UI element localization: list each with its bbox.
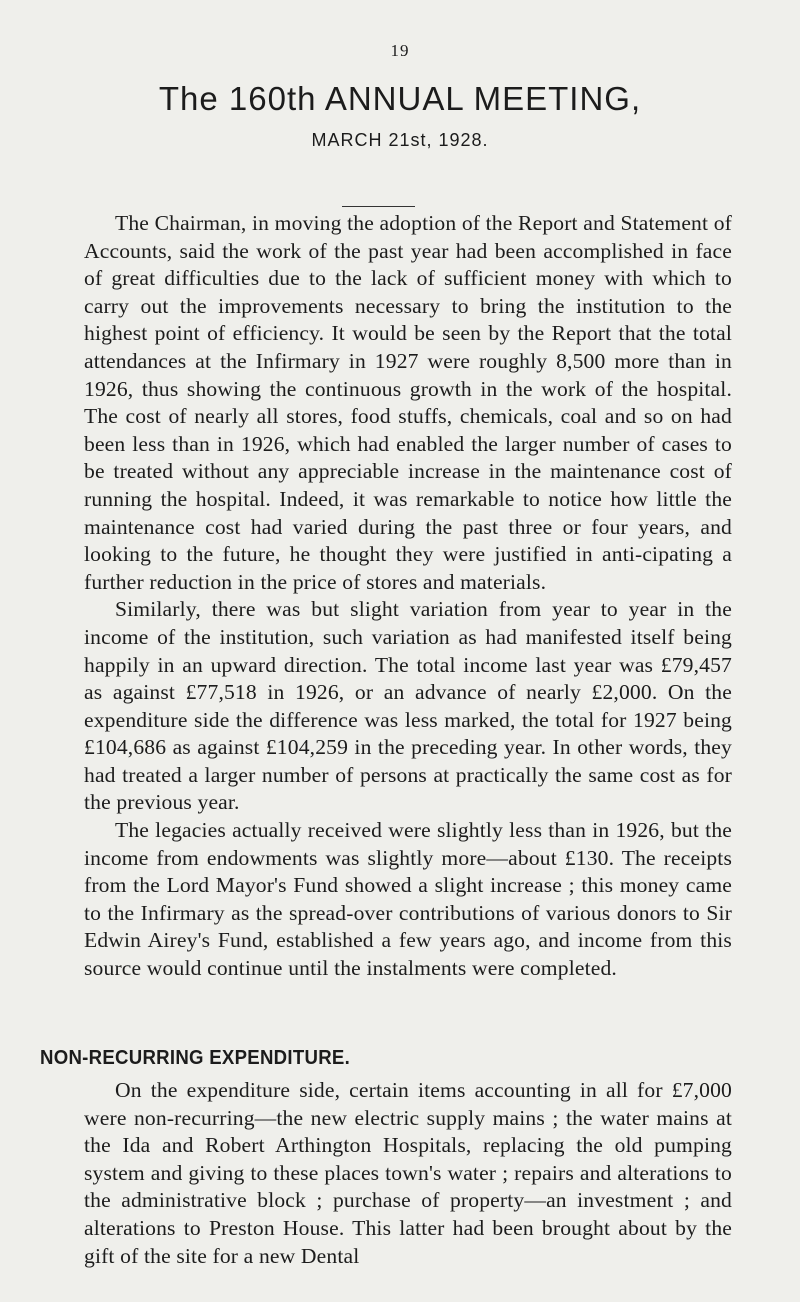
page-title: The 160th ANNUAL MEETING, xyxy=(158,80,642,117)
paragraph: Similarly, there was but slight variation from year to year in the income of the institution, such variation as had manifested itself being happily in an upward direction. The total income last year was £79,457 as against £77,518 in 1926, or an advance of nearly £2,000. On the expenditure side the difference was less marked, the total for 1927 being £104,686 as against £104,259 in the preceding year. In other words, they had treated a larger number of persons at practically the same cost as for the previous year. xyxy=(84,597,732,815)
body-text xyxy=(84,210,732,983)
divider xyxy=(342,206,415,207)
page-number: 19 xyxy=(390,41,410,60)
paragraph: The Chairman, in moving the adoption of the Report and Statement of Accounts, said the work of the past year had been accomplished in face of great difficulties due to the lack of sufficient money with which to carry out the improvements necessary to bring the institution to the highest point of efficiency. It would be seen by the Report that the total attendances at the Infirmary in 1927 were roughly 8,500 more than in 1926, thus showing the continuous growth in the work of the hospital. The cost of nearly all stores, food stuffs, chemicals, coal and so on had been less than in 1926, which had enabled the larger number of cases to be treated without any appreciable increase in the maintenance cost of running the hospital. Indeed, it was remarkable to notice how little the maintenance cost had varied during the past three or four years, and looking to the future, he thought they were justified in anti-cipating a further reduction in the price of stores and materials. xyxy=(84,211,732,594)
section-body-text xyxy=(84,1077,732,1270)
page-date: MARCH 21st, 1928. xyxy=(311,130,489,150)
paragraph: The legacies actually received were slightly less than in 1926, but the income from endowments was slightly more—about £130. The receipts from the Lord Mayor's Fund showed a slight increase ; this money came to the Infirmary as the spread-over contributions of various donors to Sir Edwin Airey's Fund, established a few years ago, and income from this source would continue until the instalments were completed. xyxy=(84,818,732,981)
paragraph: On the expenditure side, certain items accounting in all for £7,000 were non-recurring—the new electric supply mains ; the water mains at the Ida and Robert Arthington Hospitals, replacing the old pumping system and giving to these places town's water ; repairs and alterations to the administrative block ; purchase of property—an investment ; and alterations to Preston House. This latter had been brought about by the gift of the site for a new Dental xyxy=(84,1078,732,1268)
section-heading: NON-RECURRING EXPENDITURE. xyxy=(40,1047,351,1069)
